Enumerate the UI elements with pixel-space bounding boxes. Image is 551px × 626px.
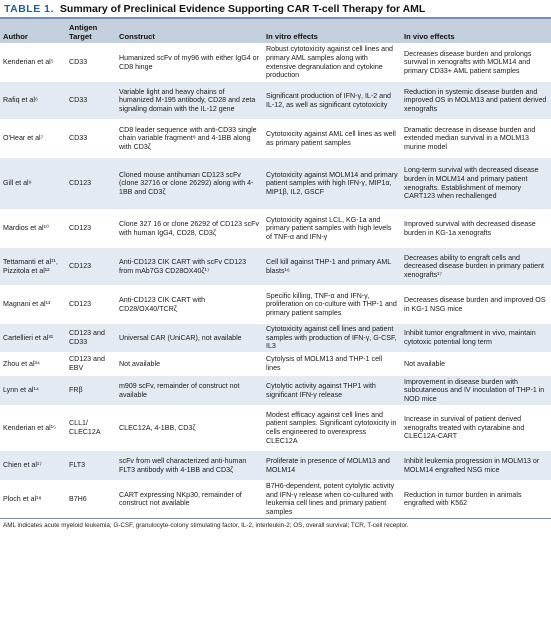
cell-construct: Cloned mouse antihuman CD123 scFv (clone 32716 or clone 26292) along with 4-1BB and CD3ζ (116, 158, 263, 210)
col-header-author: Author (0, 19, 66, 44)
cell-antigen-target: CD123 and CD33 (66, 324, 116, 353)
cell-antigen-target: CLL1/ CLEC12A (66, 406, 116, 451)
cell-author: Tettamanti et al¹¹, Pizzitola et al¹² (0, 248, 66, 286)
col-header-target: Antigen Target (66, 19, 116, 44)
cell-construct: CLEC12A, 4-1BB, CD3ζ (116, 406, 263, 451)
table-row (0, 210, 551, 248)
header-row (0, 19, 551, 44)
cell-invivo-effects: Long-term survival with decreased disease burden in MOLM14 and primary patient xenografts. Establishment of memory CART123 when rechallenged (401, 158, 551, 210)
cell-invitro-effects: B7H6-dependent, potent cytolytic activity and IFN-γ release when co-cultured with leukemia cell lines and primary patient samples (263, 481, 401, 518)
cell-author: Cartellieri et al³¹ (0, 324, 66, 353)
cell-invivo-effects: Improvement in disease burden with subcutaneous and IV inoculation of THP-1 in NOD mice (401, 376, 551, 406)
cell-author: Rafiq et al⁶ (0, 82, 66, 120)
cell-invivo-effects: Inhibit tumor engraftment in vivo, maintain cytotoxic potential long term (401, 324, 551, 353)
cell-antigen-target: FRβ (66, 376, 116, 406)
cell-invitro-effects: Cell kill against THP-1 and primary AML blasts¹⁶ (263, 248, 401, 286)
cell-invivo-effects: Not available (401, 353, 551, 376)
cell-antigen-target: CD123 (66, 286, 116, 324)
cell-construct: Anti-CD123 CIK CART with scFv CD123 from mAb7G3 CD28OX40ζ¹⁷ (116, 248, 263, 286)
cell-author: Kenderian et al⁵ (0, 44, 66, 82)
cell-construct: Humanized scFv of my96 with either IgG4 or CD8 hinge (116, 44, 263, 82)
table-row (0, 324, 551, 353)
cell-invivo-effects: Increase in survival of patient derived xenografts treated with cytarabine and CLEC12A-CART (401, 406, 551, 451)
cell-invitro-effects: Cytotoxicity against LCL, KG-1a and primary patient samples with high levels of TNF-α and IFN-γ (263, 210, 401, 248)
cell-author: Ploch et al¹⁸ (0, 481, 66, 518)
cell-antigen-target: CD123 and EBV (66, 353, 116, 376)
cell-antigen-target: CD123 (66, 210, 116, 248)
table-row (0, 451, 551, 481)
table-title (0, 0, 551, 19)
table-row (0, 353, 551, 376)
cell-invitro-effects: Proliferate in presence of MOLM13 and MOLM14 (263, 451, 401, 481)
cell-invitro-effects: Cytotoxicity against cell lines and patient samples with production of IFN-γ, G-CSF, IL3 (263, 324, 401, 353)
cell-invivo-effects: Decreases disease burden and improved OS in KG-1 NSG mice (401, 286, 551, 324)
cell-construct: Clone 327 16 or clone 26292 of CD123 scFv with human IgG4, CD28, CD3ζ (116, 210, 263, 248)
cell-antigen-target: B7H6 (66, 481, 116, 518)
col-header-invitro: In vitro effects (263, 19, 401, 44)
cell-invivo-effects: Decreases ability to engraft cells and decreased disease burden in primary patient xenografts¹⁷ (401, 248, 551, 286)
table-caption: Summary of Preclinical Evidence Supporting CAR T-cell Therapy for AML (59, 2, 426, 15)
table-row (0, 286, 551, 324)
cell-invitro-effects: Modest efficacy against cell lines and patient samples. Significant cytotoxicity in cells engineered to overexpress CLEC12A (263, 406, 401, 451)
cell-author: Mardios et al¹⁰ (0, 210, 66, 248)
cell-invivo-effects: Dramatic decrease in disease burden and extended median survival in a MOLM13 murine model (401, 120, 551, 158)
cell-construct: scFv from well characterized anti-human FLT3 antibody with 4-1BB and CD3ζ (116, 451, 263, 481)
table-row (0, 82, 551, 120)
cell-construct: Variable light and heavy chains of humanized M-195 antibody, CD28 and zeta signaling domain with the IL-12 gene (116, 82, 263, 120)
cell-author: O'Hear et al⁷ (0, 120, 66, 158)
table-row (0, 406, 551, 451)
evidence-table (0, 19, 551, 518)
cell-antigen-target: CD33 (66, 82, 116, 120)
col-header-construct: Construct (116, 19, 263, 44)
cell-antigen-target: CD123 (66, 158, 116, 210)
cell-invitro-effects: Cytotoxicity against MOLM14 and primary patient samples with high IFN-γ, MIP1α, MIP1β, IL2, GSCF (263, 158, 401, 210)
table-footnote: AML indicates acute myeloid leukemia; G-CSF, granulocyte-colony stimulating factor, IL-2, interleukin-2; OS, overall survival; TCR, T-cell receptor. (0, 518, 551, 530)
cell-antigen-target: CD33 (66, 120, 116, 158)
table-row (0, 44, 551, 82)
cell-invitro-effects: Specific killing, TNF-α and IFN-γ, proliferation on co-culture with THP-1 and primary patient samples (263, 286, 401, 324)
cell-construct: Universal CAR (UniCAR), not available (116, 324, 263, 353)
cell-invivo-effects: Inhibit leukemia progression in MOLM13 or MOLM14 engrafted NSG mice (401, 451, 551, 481)
cell-invitro-effects: Significant production of IFN-γ, IL-2 and IL-12, as well as significant cytotoxicity (263, 82, 401, 120)
cell-author: Kenderian et al¹⁵ (0, 406, 66, 451)
cell-author: Zhou et al³⁴ (0, 353, 66, 376)
cell-author: Chien et al¹⁷ (0, 451, 66, 481)
table-body (0, 44, 551, 518)
cell-invitro-effects: Robust cytotoxicity against cell lines and primary AML samples along with extensive degranulation and cytokine production (263, 44, 401, 82)
cell-invitro-effects: Cytolysis of MOLM13 and THP-1 cell lines (263, 353, 401, 376)
table-row (0, 376, 551, 406)
table-row (0, 248, 551, 286)
cell-author: Gill et al⁹ (0, 158, 66, 210)
cell-invitro-effects: Cytolytic activity against THP1 with significant IFN-γ release (263, 376, 401, 406)
cell-author: Lynn et al¹⁴ (0, 376, 66, 406)
cell-invitro-effects: Cytotoxicity against AML cell lines as well as primary patient samples (263, 120, 401, 158)
cell-author: Magnani et al¹³ (0, 286, 66, 324)
table-row (0, 120, 551, 158)
cell-construct: Not available (116, 353, 263, 376)
table-number: TABLE 1. (4, 2, 54, 15)
cell-invivo-effects: Reduction in tumor burden in animals engrafted with K562 (401, 481, 551, 518)
cell-antigen-target: CD123 (66, 248, 116, 286)
cell-invivo-effects: Decreases disease burden and prolongs survival in xenografts with MOLM14 and primary CD33+ AML patient samples (401, 44, 551, 82)
cell-invivo-effects: Reduction in systemic disease burden and improved OS in MOLM13 and patient derived xenografts (401, 82, 551, 120)
table-row (0, 481, 551, 518)
col-header-invivo: In vivo effects (401, 19, 551, 44)
cell-antigen-target: FLT3 (66, 451, 116, 481)
cell-construct: CART expressing NKp30, remainder of construct not available (116, 481, 263, 518)
cell-construct: Anti-CD123 CIK CART with CD28/OX40/TCRζ (116, 286, 263, 324)
cell-construct: CD8 leader sequence with anti-CD33 single chain variable fragment⁸ and 4-1BB along with CD3ζ (116, 120, 263, 158)
cell-construct: m909 scFv, remainder of construct not available (116, 376, 263, 406)
cell-antigen-target: CD33 (66, 44, 116, 82)
cell-invivo-effects: Improved survival with decreased disease burden in KG-1a xenografts (401, 210, 551, 248)
table-row (0, 158, 551, 210)
